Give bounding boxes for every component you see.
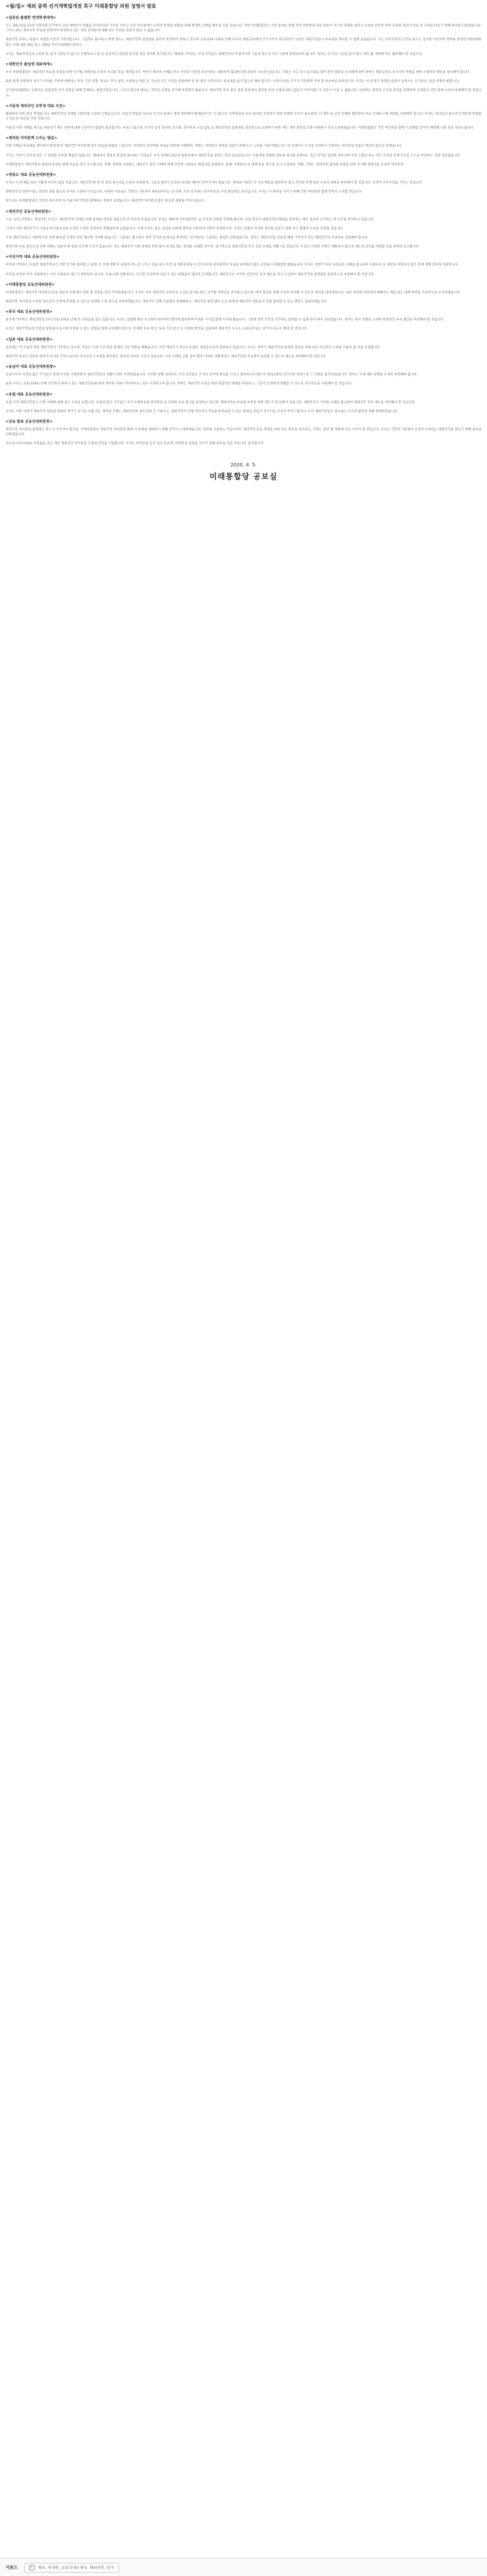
issuing-organization: 미래통합당 공보실 <box>209 471 278 481</box>
press-release-title: <월/일> 재외 총력 선거개혁법개정 촉구 미래통합당 의원 성명서 발표 <box>6 3 157 9</box>
body-paragraph: 대한민국의 민주주의는 국민의 피와 땀으로 지켜온 소중한 가치입니다. 어떠한 이유로도 국민의 기본권이 제한되어서는 안 되며, 특히 선거권은 민주주의의 가장 핵심적인 권리입니다. 우리는 이 원칙을 지키기 위해 국민 여러분과 함께 끝까지 노력할 것입니다. <box>6 190 362 195</box>
body-paragraph: 우리는 재외국민들의 안전과 참정권이 동시에 보장될 수 있는 방법을 함께 고민해야 합니다. 비대면 투표 방식, 투표 기간 분산 등 다양한 방안을 검토하여 재외국민 누구도 소외되지 않는 선거가 되도록 해야 할 것입니다. <box>6 327 308 332</box>
section-heading: <일본 대표 공동선대위원장> <box>6 337 53 342</box>
press-release-article <box>6 3 481 482</box>
body-paragraph: 우리는 이번 사태가 재외국민 참정권 확대의 계기가 되기를 바랍니다. 정부와 국회는 재외국민의 목소리에 귀 기울이고, 재외국민이 언제 어디서나 자유롭게 투표할 수 있는 환경을 만들어 주시기를 간곡히 부탁드립니다. 우리 재외국민들은 앞으로도 조국의 발전을 위해 함께하겠습니다. <box>6 409 399 414</box>
section-heading: <제외된 여러분께 드리는 말씀> <box>6 136 58 141</box>
keywords-bar <box>0 2558 487 2576</box>
body-paragraph: 우리 재외국민들은 대한민국의 경제 발전과 국제적 위상 제고에 기여해 왔습니다. 그럼에도 불구하고 정작 국가의 중대사를 결정하는 선거에서는 소외되는 현실이 안타깝습니다. 정부는 재외국민을 단순한 해외 거주자가 아닌 대한민국의 주권자로 존중해야 합니다. <box>6 236 369 241</box>
body-paragraph: 재외국민 여러분의 참정권은 반드시 지켜져야 합니다. 미래통합당은 재외국민 여러분과 함께 이 문제를 해결하기 위해 끝까지 노력하겠습니다. 정부와 선관위는 지금이라도 재외국민 투표 재개를 위한 모든 방안을 강구하고, 국회는 관련 법 개정에 적극 나서야 할 것입니다. 우리는 국민의 기본권이 온전히 보장되는 대한민국을 만들기 위해 최선을 다하겠습니다. <box>6 427 482 437</box>
body-paragraph: 오늘 '나라 걱정하는 재외국민 모임'은 대한민국의 미래를 위해 중대한 결정을 내리고자 이 자리에 모였습니다. 우리는 해외에 거주하면서도 늘 조국의 안위를 걱정해 왔으며, 이번 총선이 대한민국의 향방을 결정짓는 매우 중요한 선거라는 데 인식을 같이하고 있습니다. <box>6 218 374 222</box>
body-paragraph: 우리는 재외국민들의 소중한 한 표가 사장되지 않도록 우편투표 도입 등 실질적인 대안을 강구할 것을 강력히 촉구합니다. 해외에 거주하는 우리 국민들도 대한민국의 주권자이며 그들의 목소리 역시 국정에 반영되어야 합니다. 정부는 더 이상 시간을 끌지 말고 관련 법 개정에 적극 협조해야 할 것입니다. <box>6 52 423 56</box>
section-heading: <재외국민 공동선대위원장> <box>6 209 51 214</box>
keywords-label: 키워드 <box>6 2566 18 2570</box>
body-paragraph: 또한 우리는 코로나19로 인해 귀국하지 못하고 있는 재외국민들에 대한 정부의 지원이 부족하다는 점도 지적하고자 합니다. 정부는 재외국민 보호를 위한 종합적인 대책을 마련하고, 그들이 안전하게 생활할 수 있도록 적극적으로 지원해야 할 것입니다. <box>6 382 352 386</box>
body-paragraph: 재외국민 투표는 단순한 절차가 아니라 국민으로서의 자긍심과 소속감을 확인하는 중요한 의미를 가지고 있습니다. 이번 사태를 교훈 삼아 향후 어떠한 상황에서도 재외국민의 투표권이 보장될 수 있도록 제도를 정비해야 할 것입니다. <box>6 354 326 359</box>
section-heading: <동남아 대표 공동선대위원장> <box>6 365 56 370</box>
body-paragraph: 미국에 거주하는 수십만 재외국민들은 이번 선거에 참여할 수 없게 된 것에 대해 큰 실망과 분노를 느끼고 있습니다. 미국 내 재외공관들이 선거사무를 중단하면서 투표를 준비하던 많은 교민들이 허탈감에 빠졌습니다. 우리는 정부가 다른 나라들의 사례를 참고하여 우편투표 등 대안을 마련하지 않은 것에 대해 강하게 비판합니다. <box>6 263 459 268</box>
body-paragraph: 재외국민 투표 중단으로 인한 피해는 단순히 한 번의 선거에 그치지 않습니다. 이는 재외국민 사회 전체의 정치 참여 의지를 꺾는 결과를 초래할 것이며, 장기적으로 재외국민과 모국 간의 유대를 약화시킬 것입니다. 우리는 이러한 사태가 재발하지 않도록 제도적 장치를 마련할 것을 강력히 요구합니다. <box>6 245 420 250</box>
body-paragraph: 아울러 이번 사태를 계기로 재외선거 제도 전반에 대한 근본적인 점검이 필요합니다. 투표소 접근성, 선거인 등록 절차의 간소화, 전자투표 도입 검토 등 재외국민의 참정권을 실질적으로 보장하기 위한 제도 개선 방안을 국회 차원에서 적극 논의하겠습니다. 미래통합당은 국민 여러분과 함께 이 과제를 끝까지 해결해 나갈 것을 약속드립니다. <box>6 127 474 131</box>
body-paragraph: 우리는 이 문제를 결코 가볍게 여기지 않을 것입니다. 재외국민 한 분 한 분의 목소리를 소중히 경청하며, 그들의 권리가 온전히 보장될 때까지 끝까지 싸우겠습니다. 정부와 여당은 더 이상 책임을 회피하지 말고 국민의 뜻에 따라 조속히 대책을 마련해야 할 것입니다. 이것이 민주주의를 지키는 길입니다. <box>6 181 423 186</box>
body-paragraph: 유럽 지역 재외국민들도 이번 사태에 대해 깊은 우려를 표합니다. 유럽의 많은 국가들은 이미 우편투표와 전자투표 등 다양한 투표 방식을 운영하고 있으며, 재외국민의 투표권 보장을 위한 제도가 잘 갖춰져 있습니다. 대한민국도 이러한 사례를 참고하여 재외국민 투표 제도를 개선해야 할 것입니다. <box>6 400 416 405</box>
body-paragraph: 해외에서 유학 중인 학생들 역시 대한민국의 미래를 이끌어갈 소중한 인재들입니다. 이들이 학업을 이유로 국가의 중대사 결정 과정에서 배제되어서는 안 됩니다. 유학생들의 투표 참여를 보장하기 위한 특별한 조치가 필요하며, 각 대학 및 교민 단체와 협력하여 투표 안내와 지원 체계를 마련해야 합니다. 우리는 청년들의 목소리가 정치에 반영될 수 있도록 최선을 다할 것입니다. <box>6 112 481 122</box>
section-heading: <대한민국 졸업생 대표에게> <box>6 63 53 67</box>
body-paragraph: 우리 미래통합당은 재외국민 투표권 보장을 위한 선거법 개정안을 조속히 처리할 것을 제안합니다. 여야가 정파적 이해를 떠나 국민의 기본권 보장이라는 대원칙에 합의한다면 충분히 가능한 일입니다. 국회는 지금 즉시 임시회를 열어 관련 법안을 논의해야 하며 정부는 재외공관의 선거사무 재개를 위한 구체적인 방안을 제시해야 합니다. <box>6 71 470 75</box>
body-paragraph: 동남아시아 지역의 많은 국가들이 봉쇄 조치를 시행하면서 재외국민들의 생활이 매우 어려워졌습니다. 이러한 상황 속에서도 우리 교민들은 조국의 선거에 관심을 가지고 참여하고자 했으나 재외공관의 선거사무 중단으로 그 기회를 잃게 되었습니다. 정부는 이에 대한 대책을 조속히 마련해야 합니다. <box>6 373 418 377</box>
tag-icon <box>29 2565 35 2570</box>
section-heading: <영종도 대표 공동선대위원장> <box>6 173 56 178</box>
press-release-body <box>6 15 481 447</box>
body-paragraph: 재외국민 투표는 헌법이 보장한 국민의 기본권입니다. 그럼에도 불구하고 현행 제도는 재외국민의 참정권을 충분히 보장하지 못하고 있으며 코로나19 사태로 인해 다수의 재외공관에서 선거사무가 중지되면서 수많은 재외국민들이 투표권을 행사할 수 없게 되었습니다. 이는 민주주의의 근간을 흔드는 심각한 사안이며 정부와 중앙선거관리위원회는 이에 대한 책임 있는 대책을 즉각 마련해야 합니다. <box>6 38 481 47</box>
body-paragraph: 미래통합당은 재외국민의 참정권 보장을 위해 다음과 같이 요구합니다. 첫째, 정부와 선관위는 재외선거 중단 사태에 대해 국민께 사과하고 책임자를 문책하라. 둘째, 우편투표 등 대체 투표 방식을 즉시 도입하라. 셋째, 국회는 재외국민 참정권 보장을 위한 선거법 개정안을 조속히 처리하라. <box>6 163 405 167</box>
body-paragraph: 앞으로도 미래통합당은 국민의 목소리에 귀 기울이며 국민과 함께하는 정당이 되겠습니다. 재외국민 여러분의 많은 관심과 성원을 부탁드립니다. <box>6 199 205 204</box>
section-heading: <유럽 대표 공동선대위원장> <box>6 392 53 397</box>
keywords-box[interactable] <box>24 2563 119 2573</box>
section-heading: <미국지역 대표 공동선대위원장> <box>6 255 60 260</box>
body-paragraph: 끝으로 코로나19로 어려움을 겪고 계신 재외국민 여러분의 건강과 안전을 기원합니다. 조국은 여러분을 잊지 않고 있으며, 여러분의 권리를 지키기 위해 최선을 다할 것입니다. 감사합니다. <box>6 442 265 446</box>
keywords-value: 재외, 비대면, 유튜브에우체국, 재외국민, 당국 <box>38 2566 115 2570</box>
body-paragraph: 또한 현재 상황에서 실시가 어려운 지역에 대해서는 투표 기간 연장, 투표소 추가 설치, 우편투표 허용 등 가능한 모든 수단을 동원하여 단 한 명의 국민이라도 투표권을 잃지 않도록 해야 합니다. 이것이 바로 국가가 국민에게 져야 할 최소한의 의무입니다. 우리는 이 문제가 정쟁의 대상이 되어서는 안 된다는 점을 분명히 밝힙니다. <box>6 80 460 84</box>
body-paragraph: 이번 사태로 투표권을 행사하지 못하게 된 재외국민 여러분께 깊은 위로의 말씀을 드립니다. 여러분의 안타까운 마음을 충분히 이해하며, 저희는 여러분의 권리를 되찾기 위해 모든 노력을 기울이겠습니다. 먼 곳에서도 조국을 사랑하고 걱정하는 여러분의 마음이 헛되지 않도록 하겠습니다. <box>6 145 403 149</box>
section-heading: <중국 대표 공동선대위원장> <box>6 310 53 315</box>
section-heading: <집중된 졸렬한 연대학생에게> <box>6 16 56 20</box>
body-paragraph: 선거관리위원회는 공정하고 중립적인 선거 관리를 위해 존재하는 헌법기관입니다. 그러나 최근의 행보는 국민의 신뢰를 얻기에 부족함이 많습니다. 재외국민 투표 중단 결정 과정에서 충분한 의견 수렴과 대안 검토가 이루어졌는지 의문이 아닐 수 없습니다. 선관위는 결정의 근거와 과정을 투명하게 공개하고 국민 앞에 소상히 설명해야 할 것입니다. <box>6 89 481 98</box>
body-paragraph: 중국에 거주하는 재외국민들 역시 코로나19로 인해 큰 어려움을 겪고 있습니다. 우리는 감염병 확산 초기부터 현지에서 방역에 협조하며 어려운 시기를 함께 이겨내 왔습니다. 그런데 정작 조국의 선거에는 참여할 수 없게 되어 매우 안타깝습니다. 정부는 현지 상황을 고려한 현실적인 투표 방안을 마련해야 할 것입니다. <box>6 318 445 323</box>
body-paragraph: 재외국민 여러분의 소중한 목소리가 국정에 반영될 수 있도록 다양한 소통 창구를 마련하겠습니다. 재외국민 정책 간담회를 정례화하고, 재외국민 관련 법안 논의 과정에 재외국민 대표들이 직접 참여할 수 있는 방안도 검토하겠습니다. <box>6 300 328 304</box>
section-heading: <공동 발표 공동선대위원장> <box>6 419 53 424</box>
section-heading: <서울대 재외국민 유학생 대표 의견> <box>6 104 66 108</box>
body-paragraph: 미국을 비롯한 여러 나라에서는 이미 우편투표 제도가 정착되어 있으며, 코로나19 상황에서도 선거를 안전하게 치를 수 있는 방법들이 충분히 존재합니다. 대한민국도 이러한 선진적인 선거 제도를 적극 도입하여 재외국민의 참정권을 실질적으로 보장해야 할 것입니다. <box>6 272 375 277</box>
section-heading: <미래통합당 공동선대위원장> <box>6 282 55 287</box>
body-paragraph: 그러나 이번 재외선거가 사실상 무산됨으로써 우리의 소중한 참정권이 박탈당하게 되었습니다. 이에 우리는 깊은 유감을 표하며 정부와 선관위에 강력히 항의합니다. 우리는 헌법이 보장한 권리를 되찾기 위해 모든 합법적 수단을 동원할 것입니다. <box>6 227 344 231</box>
release-date: 2020. 4. 5. <box>230 462 257 468</box>
body-paragraph: 국가는 국민이 어디에 있든 그 권리를 보호할 책임이 있습니다. 해외에서 생업과 학업에 종사하는 국민들은 우리 경제와 외교의 최전선에서 대한민국을 알리는 민간 외교관입니다. 이들에게 정당한 대우와 권리를 보장하는 것은 국가의 당연한 의무이며 이를 소홀히 하는 것은 국가의 존재 이유를 스스로 부정하는 것과 다름없습니다. <box>6 154 461 158</box>
body-paragraph: 미래통합당은 재외국민 여러분의 뜻을 받들어 국회에서 관련 법 개정을 적극 추진하겠습니다. 우리는 이미 재외국민 우편투표 도입을 골자로 하는 선거법 개정안을 준비하고 있으며, 여야 합의를 통해 조속히 처리될 수 있도록 최선을 다하겠습니다. 또한 정부와 선관위에 대해서도 책임 있는 대책 마련을 지속적으로 요구하겠습니다. <box>6 291 461 295</box>
body-paragraph: 일본에는 약 수십만 명의 재외국민이 거주하고 있으며, 이들은 오랜 기간 한일 관계의 가교 역할을 해왔습니다. 이번 재외선거 중단으로 많은 재일동포들이 실망하고 있습니다. 우리는 정부가 재외국민의 참정권 보장을 위해 보다 적극적인 노력을 기울여 줄 것을 요청합니다. <box>6 345 381 350</box>
body-paragraph: 오는 4월 15일 21대 국회의원 선거에서 지난 대한민국 헌법과 민주주의의 가치를 지키고 국민 여러분께서 나라의 미래와 희망을 위해 현명한 선택을 해주실 것을 믿습니다. 저희 미래통합당은 이번 총선을 통해 국민 여러분의 뜻을 받들어 무너진 경제를 살리고 안보를 튼튼히 하며 공정과 정의가 바로 선 나라를 만들기 위해 최선을 다하겠습니다. 그러나 최근 재외국민 투표와 관련하여 발생하고 있는 여러 문제들에 대해 깊은 우려를 표하지 않을 수 없습니다. <box>6 24 481 33</box>
